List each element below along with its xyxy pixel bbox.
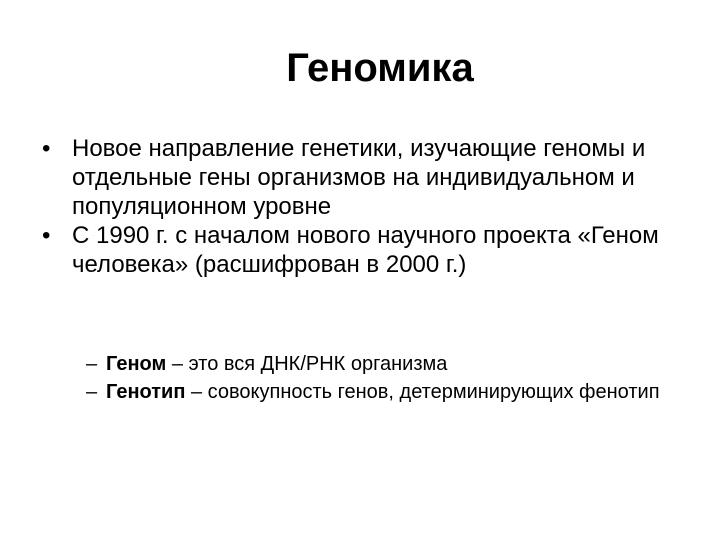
bullet-item [40,221,680,279]
slide-title: Геномика [286,46,474,90]
term-genotype: Генотип [106,381,186,403]
sub-bullet-list [86,351,686,405]
sub-bullet-item [86,379,686,405]
bullet-list [40,134,680,279]
bullet-marker: • [42,222,51,249]
bullet-item [40,134,680,221]
bullet-text: С 1990 г. с началом нового научного проекта «Геном человека» (расшифрован в 2000 г.) [72,222,659,278]
sub-bullet-item [86,351,686,377]
term-genome: Геном [106,353,167,375]
dash-marker: – [86,381,98,403]
dash-marker: – [86,353,98,375]
bullet-marker: • [42,135,51,162]
definition-genome: – это вся ДНК/РНК организма [166,353,448,375]
definition-genotype: – совокупность генов, детерминирующих фенотип [185,381,660,403]
bullet-text: Новое направление генетики, изучающие геномы и отдельные гены организмов на индивидуальном и популяционном уровне [72,135,646,220]
